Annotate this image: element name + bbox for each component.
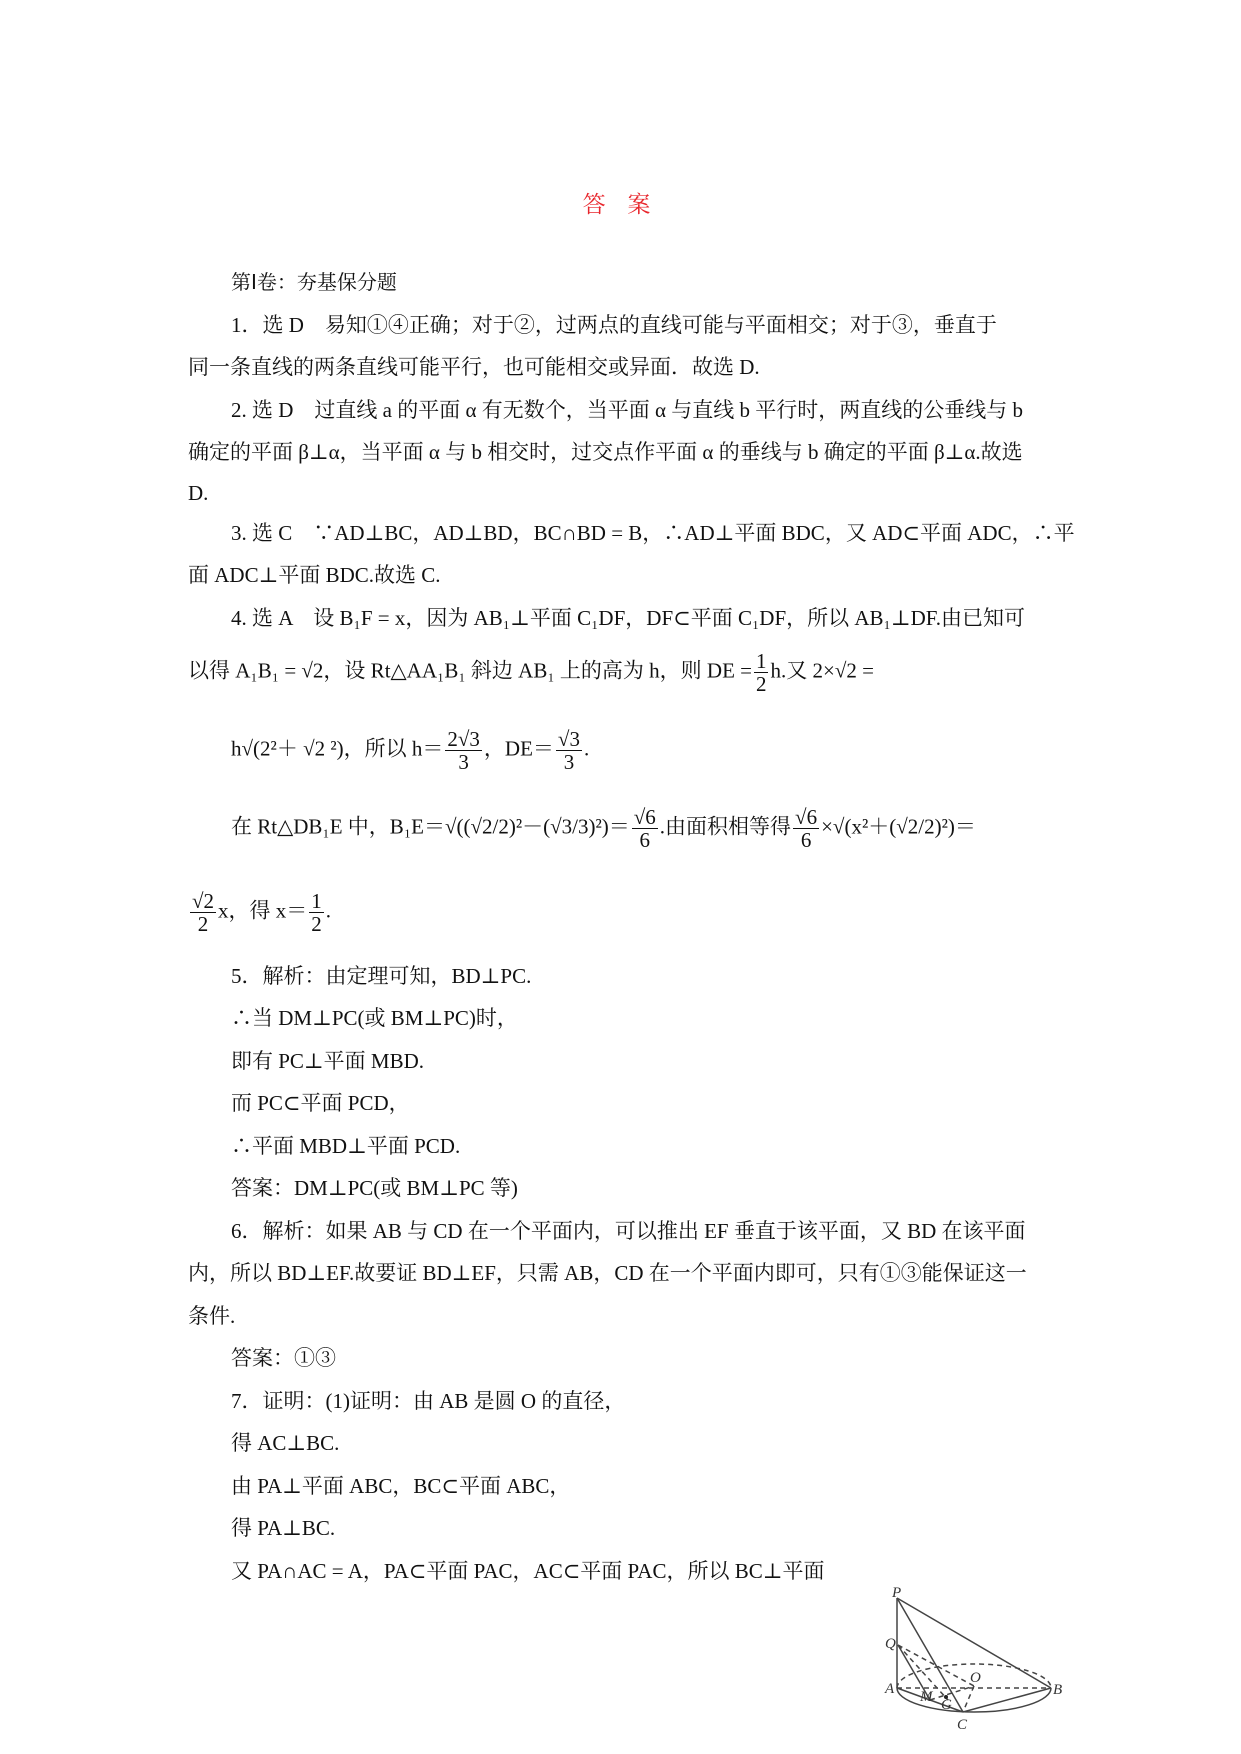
fraction [190, 890, 216, 935]
numerator: √6 [795, 805, 818, 829]
answer-2-line-1: 2. 选 D 过直线 a 的平面 α 有无数个，当平面 α 与直线 b 平行时，两直线的公垂线与 b [231, 398, 1023, 422]
answer-2-line-3: D. [188, 481, 209, 505]
answer-7-line-1: 7．证明：(1)证明：由 AB 是圆 O 的直径， [231, 1389, 626, 1413]
numerator: 1 [755, 649, 767, 673]
text: .由面积相等得 [659, 814, 792, 839]
edge-oc [963, 1686, 974, 1712]
fraction [556, 728, 582, 773]
label-c: C [957, 1717, 968, 1733]
denominator: 3 [458, 750, 469, 774]
label-m: M [920, 1689, 933, 1705]
answer-7-line-4: 得 PA⊥BC. [231, 1516, 336, 1540]
label-o: O [970, 1670, 981, 1686]
fraction [754, 650, 769, 695]
page-title: 答 案 [582, 192, 659, 217]
text: x，得 x＝ [218, 898, 308, 923]
answer-6-line-3: 条件. [188, 1304, 236, 1328]
answer-3-line-1: 3. 选 C ∵AD⊥BC，AD⊥BD，BC∩BD = B，∴AD⊥平面 BDC，又 AD⊂平面 ADC，∴平 [231, 521, 1075, 545]
label-a: A [885, 1681, 895, 1697]
answer-7-line-2: 得 AC⊥BC. [231, 1431, 340, 1455]
answer-7-line-5: 又 PA∩AC = A，PA⊂平面 PAC，AC⊂平面 PAC，所以 BC⊥平面 [231, 1559, 825, 1583]
answer-4-line-2 [188, 650, 874, 695]
fraction [793, 806, 819, 851]
answer-1-line-1: 1．选 D 易知①④正确；对于②，过两点的直线可能与平面相交；对于③，垂直于 [231, 313, 997, 337]
text: ×√(x²＋(√2/2)²)＝ [821, 814, 976, 839]
label-q: Q [885, 1636, 896, 1652]
fraction [309, 890, 324, 935]
denominator: 2 [311, 912, 322, 936]
text: ，DE＝ [483, 736, 554, 761]
text: h.又 2×√2 = [770, 658, 874, 683]
answer-2-line-2: 确定的平面 β⊥α，当平面 α 与 b 相交时，过交点作平面 α 的垂线与 b 确定的平面 β⊥α.故选 [188, 440, 1023, 464]
numerator: 2√3 [447, 727, 480, 751]
answer-6-line-4: 答案：①③ [231, 1346, 336, 1370]
denominator: 6 [639, 828, 651, 852]
numerator: 1 [311, 889, 322, 913]
answer-5-line-3: 即有 PC⊥平面 MBD. [231, 1049, 425, 1073]
answer-5-line-6: 答案：DM⊥PC(或 BM⊥PC 等) [231, 1176, 518, 1200]
answer-5-line-4: 而 PC⊂平面 PCD， [231, 1091, 410, 1115]
geometry-figure [870, 1585, 1070, 1735]
label-b: B [1053, 1682, 1063, 1698]
fraction [632, 806, 658, 851]
answer-4-line-4 [231, 806, 976, 851]
answer-7-line-3: 由 PA⊥平面 ABC，BC⊂平面 ABC， [231, 1474, 571, 1498]
fraction [445, 728, 482, 773]
answer-5-line-5: ∴平面 MBD⊥平面 PCD. [231, 1134, 461, 1158]
denominator: 2 [755, 672, 767, 696]
answer-6-line-2: 内，所以 BD⊥EF.故要证 BD⊥EF，只需 AB，CD 在一个平面内即可，只有①③能保证这一 [188, 1261, 1027, 1285]
text: 在 Rt△DB₁E 中，B₁E＝√((√2/2)²－(√3/3)²)＝ [231, 814, 630, 839]
answer-4-line-5 [188, 890, 331, 935]
text: . [325, 898, 332, 923]
answer-1-line-2: 同一条直线的两条直线可能平行，也可能相交或异面．故选 D. [188, 355, 760, 379]
denominator: 3 [563, 750, 575, 774]
numerator: √2 [192, 889, 215, 913]
answer-5-line-1: 5．解析：由定理可知，BD⊥PC. [231, 964, 532, 988]
answer-6-line-1: 6．解析：如果 AB 与 CD 在一个平面内，可以推出 EF 垂直于该平面，又 BD 在该平面 [231, 1219, 1026, 1243]
denominator: 2 [197, 912, 209, 936]
answer-4-line-1: 4. 选 A 设 B₁F = x，因为 AB₁⊥平面 C₁DF，DF⊂平面 C₁DF，所以 AB₁⊥DF.由已知可 [231, 606, 1026, 630]
text: h√(2²＋ √2 ²)，所以 h＝ [231, 736, 444, 761]
label-g: G [941, 1697, 952, 1713]
answer-4-line-3 [231, 728, 589, 773]
edge-bc [963, 1688, 1051, 1712]
denominator: 6 [800, 828, 812, 852]
numerator: √3 [557, 727, 580, 751]
answer-3-line-2: 面 ADC⊥平面 BDC.故选 C. [188, 563, 441, 587]
text: 以得 A₁B₁ = √2，设 Rt△AA₁B₁ 斜边 AB₁ 上的高为 h，则 DE = [188, 658, 752, 683]
text: . [583, 736, 590, 761]
section-heading: 第Ⅰ卷：夯基保分题 [231, 270, 397, 294]
answer-5-line-2: ∴当 DM⊥PC(或 BM⊥PC)时， [231, 1006, 518, 1030]
numerator: √6 [633, 805, 656, 829]
label-p: P [892, 1585, 902, 1601]
